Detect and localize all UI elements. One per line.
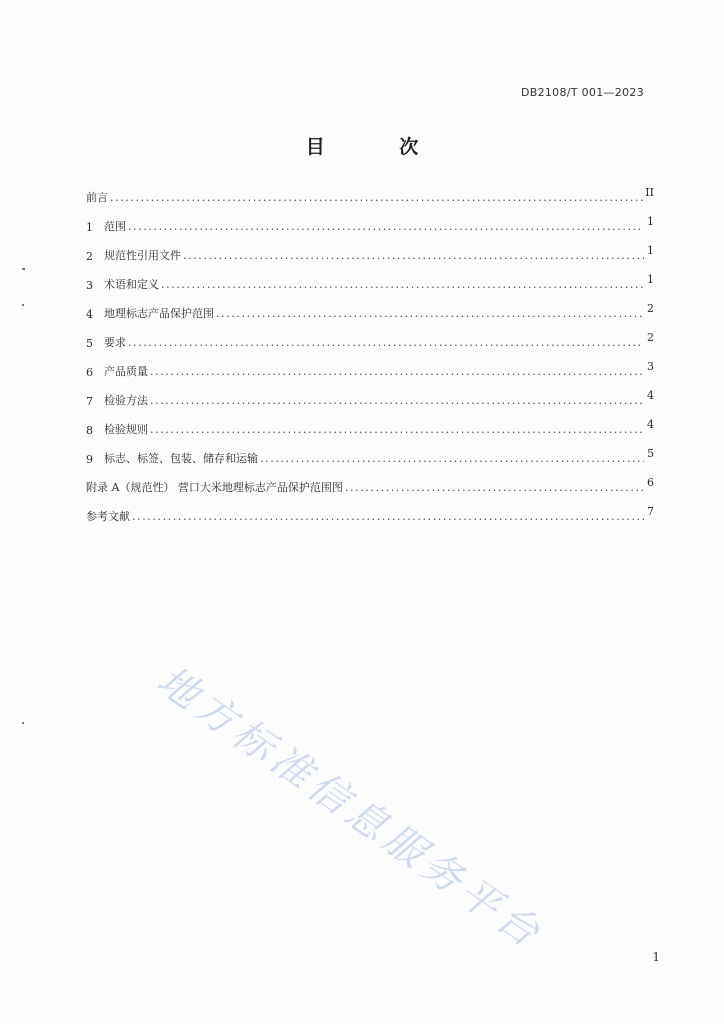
toc-label: 范围	[104, 220, 126, 233]
toc-page-number: 4	[647, 389, 654, 402]
toc-entry-inspection-rules[interactable]	[86, 408, 654, 437]
toc-entry-bibliography[interactable]	[86, 495, 654, 524]
toc-entry-product-quality[interactable]	[86, 350, 654, 379]
toc-leader-dots	[260, 452, 644, 465]
toc-entry-scope[interactable]	[86, 205, 654, 234]
toc-label: 要求	[104, 336, 126, 349]
toc-number: 5	[86, 337, 93, 350]
toc-page-number: II	[645, 186, 654, 199]
toc-label: 前言	[86, 191, 108, 204]
toc-label: 规范性引用文件	[104, 249, 181, 262]
toc-page-number: 6	[647, 476, 654, 489]
toc-entry-test-methods[interactable]	[86, 379, 654, 408]
toc-label: 检验规则	[104, 423, 148, 436]
toc-page-number: 5	[647, 447, 654, 460]
toc-label: 地理标志产品保护范围	[104, 307, 214, 320]
toc-label: 标志、标签、包装、储存和运输	[104, 452, 258, 465]
toc-page-number: 3	[647, 360, 654, 373]
toc-page-number: 4	[647, 418, 654, 431]
toc-leader-dots	[150, 423, 644, 436]
toc-label: 检验方法	[104, 394, 148, 407]
toc-entry-annex-a[interactable]	[86, 466, 654, 495]
toc-entry-protection-scope[interactable]	[86, 292, 654, 321]
toc-label: 产品质量	[104, 365, 148, 378]
toc-number: 2	[86, 250, 93, 263]
toc-leader-dots	[128, 336, 644, 349]
toc-leader-dots	[132, 510, 644, 523]
scan-mark	[22, 722, 24, 724]
toc-number: 1	[86, 221, 93, 234]
toc-page-number: 7	[647, 505, 654, 518]
toc-entry-terms[interactable]	[86, 263, 654, 292]
toc-leader-dots	[183, 249, 644, 262]
toc-leader-dots	[128, 220, 644, 233]
table-of-contents	[86, 176, 654, 524]
toc-leader-dots	[216, 307, 644, 320]
toc-label: 术语和定义	[104, 278, 159, 291]
toc-leader-dots	[150, 394, 644, 407]
scan-mark	[22, 268, 25, 270]
toc-page-number: 1	[647, 215, 654, 228]
toc-leader-dots	[150, 365, 644, 378]
toc-entry-marking-packaging[interactable]	[86, 437, 654, 466]
toc-leader-dots	[110, 191, 643, 204]
toc-leader-dots	[161, 278, 644, 291]
toc-number: 3	[86, 279, 93, 292]
page-number: 1	[652, 950, 660, 964]
toc-leader-dots	[345, 481, 644, 494]
toc-number: 7	[86, 395, 93, 408]
scan-mark	[22, 304, 24, 306]
toc-page-number: 1	[647, 273, 654, 286]
toc-number: 9	[86, 453, 93, 466]
toc-number: 6	[86, 366, 93, 379]
toc-page-number: 2	[647, 331, 654, 344]
page-title: 目 次	[305, 136, 453, 158]
toc-number: 4	[86, 308, 93, 321]
toc-number: 8	[86, 424, 93, 437]
toc-entry-normative-references[interactable]	[86, 234, 654, 263]
standard-code: DB2108/T 001—2023	[520, 86, 644, 99]
toc-label: 参考文献	[86, 510, 130, 523]
toc-entry-foreword[interactable]	[86, 176, 654, 205]
watermark: 地方标准信息服务平台	[148, 657, 552, 959]
toc-entry-requirements[interactable]	[86, 321, 654, 350]
toc-page-number: 2	[647, 302, 654, 315]
toc-page-number: 1	[647, 244, 654, 257]
toc-label: 附录 A（规范性） 营口大米地理标志产品保护范围图	[86, 481, 343, 494]
